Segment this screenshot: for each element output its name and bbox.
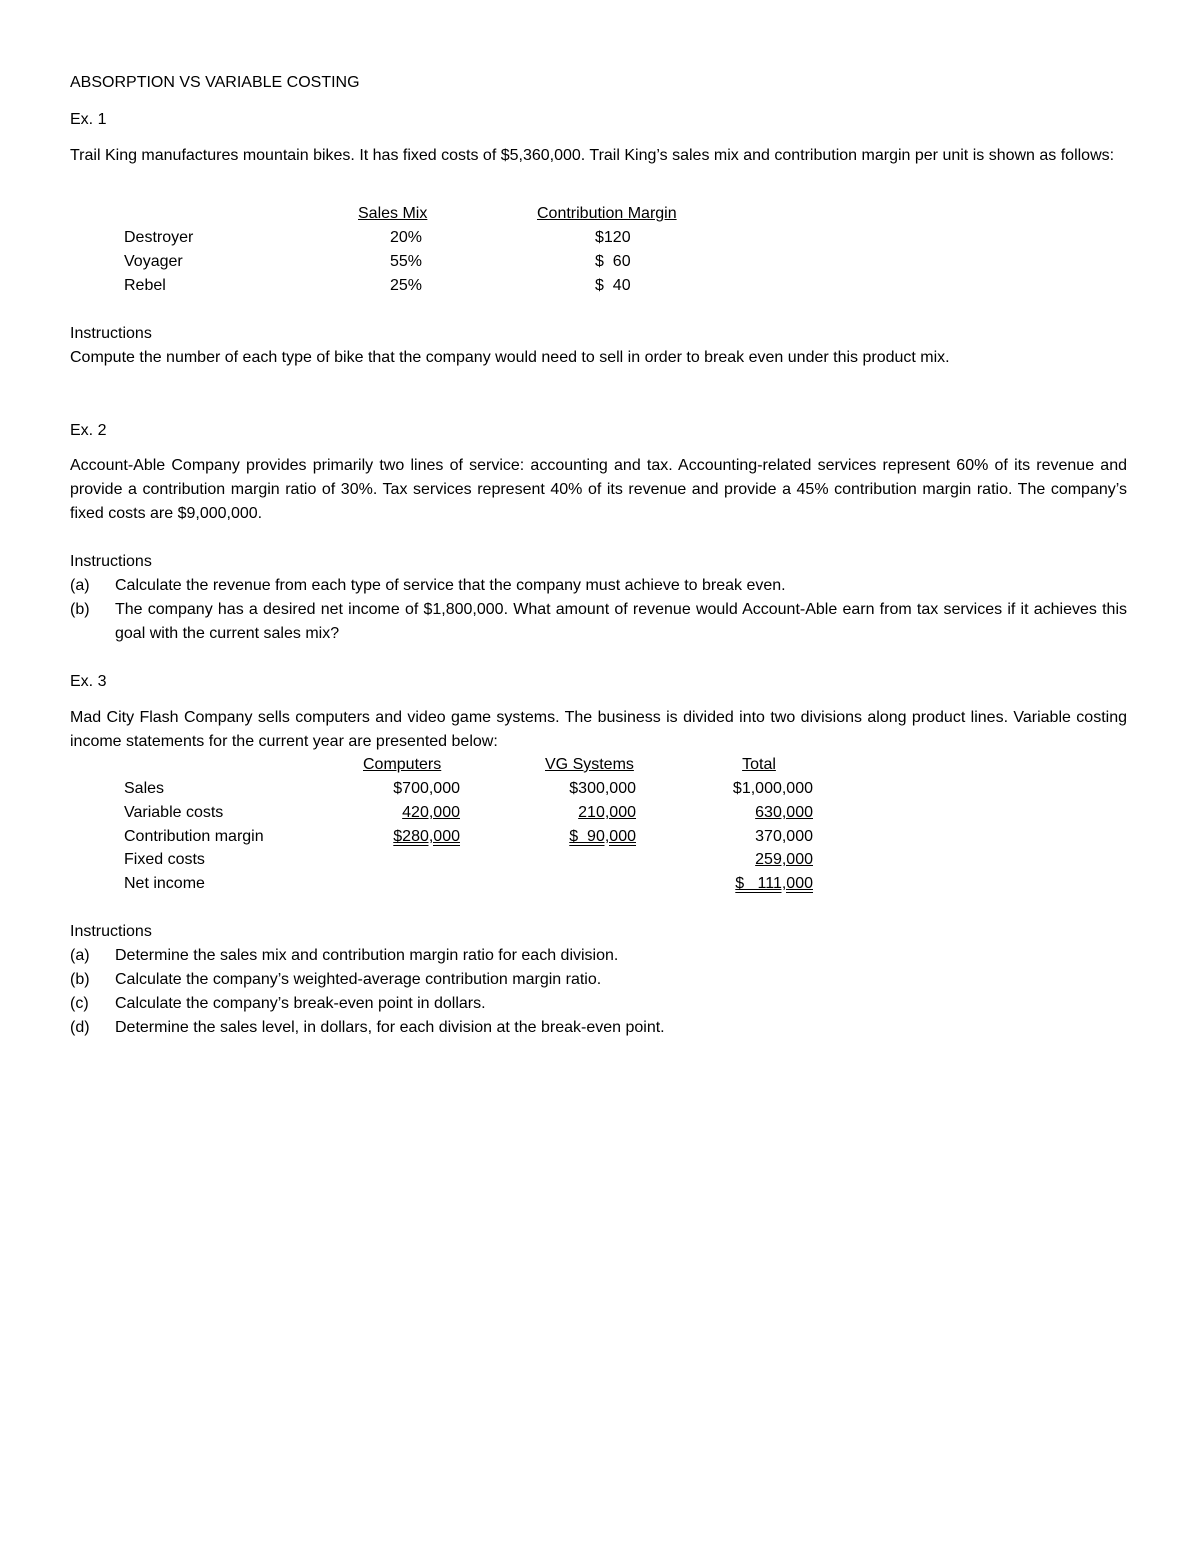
ex1-heading: Ex. 1 (70, 111, 107, 128)
ex3-row-label: Sales (124, 780, 165, 797)
ex1-intro: Trail King manufactures mountain bikes. It has fixed costs of $5,360,000. Trail King’s sales mix and contribution margin per unit is shown as follows: (70, 147, 1115, 164)
ex1-row-cm: $120 (595, 229, 631, 246)
ex3-cell-total: $ 111,000 (735, 875, 813, 892)
ex1-col-sales-mix: Sales Mix (358, 205, 428, 222)
ex3-cell-total: 259,000 (755, 851, 813, 868)
ex3-instructions-heading: Instructions (70, 923, 152, 940)
page-title: ABSORPTION VS VARIABLE COSTING (70, 74, 360, 91)
ex3-col-vg-systems: VG Systems (545, 756, 634, 773)
ex1-row-mix: 20% (389, 229, 423, 246)
ex1-row-name: Rebel (124, 277, 166, 294)
ex3-row-label: Contribution margin (124, 828, 264, 845)
ex1-col-contribution-margin: Contribution Margin (537, 205, 677, 222)
ex2-instructions-heading: Instructions (70, 553, 152, 570)
ex3-cell-vg: $ 90,000 (569, 828, 636, 845)
ex3-heading: Ex. 3 (70, 673, 107, 690)
ex1-row-name: Voyager (124, 253, 183, 270)
ex1-row-mix: 25% (389, 277, 423, 294)
ex3-cell-total: 630,000 (755, 804, 813, 821)
ex3-intro: Mad City Flash Company sells computers and video game systems. The business is divided into two divisions along product lines. Variable costing income statements for the current year are presented below: (70, 709, 1127, 750)
ex3-cell-computers: 420,000 (402, 804, 460, 821)
ex3-cell-computers: $700,000 (393, 780, 460, 797)
ex1-row-name: Destroyer (124, 229, 194, 246)
ex3-item-label: (c) (70, 995, 89, 1012)
ex3-cell-vg: $300,000 (569, 780, 636, 797)
ex2-intro: Account-Able Company provides primarily two lines of service: accounting and tax. Accounting-related services represent 60% of its revenue and provide a contribution margin ratio of 30%. Tax services represent 40% of its revenue and provide a 45% contribution margin ratio. The company’s fixed costs are $9,000,000. (70, 457, 1127, 522)
ex2-item-text: The company has a desired net income of $1,800,000. What amount of revenue would Account-Able earn from tax services if it achieves this goal with the current sales mix? (115, 601, 1127, 642)
ex2-item-label: (a) (70, 577, 90, 594)
ex3-row-label: Variable costs (124, 804, 224, 821)
ex3-item-text: Determine the sales level, in dollars, for each division at the break-even point. (115, 1019, 665, 1036)
ex3-cell-total: 370,000 (755, 828, 813, 845)
ex1-instructions: Compute the number of each type of bike that the company would need to sell in order to break even under this product mix. (70, 349, 950, 366)
ex2-item-label: (b) (70, 601, 90, 618)
ex3-item-text: Determine the sales mix and contribution margin ratio for each division. (115, 947, 619, 964)
ex3-item-text: Calculate the company’s break-even point in dollars. (115, 995, 486, 1012)
ex3-row-label: Fixed costs (124, 851, 205, 868)
ex1-instructions-heading: Instructions (70, 325, 152, 342)
ex3-item-label: (a) (70, 947, 90, 964)
ex1-row-cm: $ 40 (595, 277, 631, 294)
ex1-row-mix: 55% (389, 253, 423, 270)
ex3-col-computers: Computers (363, 756, 442, 773)
ex3-cell-total: $1,000,000 (732, 780, 813, 797)
ex2-item-text: Calculate the revenue from each type of service that the company must achieve to break even. (115, 577, 786, 594)
ex3-col-total: Total (742, 756, 776, 773)
ex3-cell-computers: $280,000 (393, 828, 460, 845)
ex3-item-label: (d) (70, 1019, 90, 1036)
ex2-heading: Ex. 2 (70, 422, 107, 439)
ex3-item-label: (b) (70, 971, 90, 988)
ex3-row-label: Net income (124, 875, 205, 892)
ex3-item-text: Calculate the company’s weighted-average contribution margin ratio. (115, 971, 602, 988)
ex1-row-cm: $ 60 (595, 253, 631, 270)
ex3-cell-vg: 210,000 (578, 804, 636, 821)
